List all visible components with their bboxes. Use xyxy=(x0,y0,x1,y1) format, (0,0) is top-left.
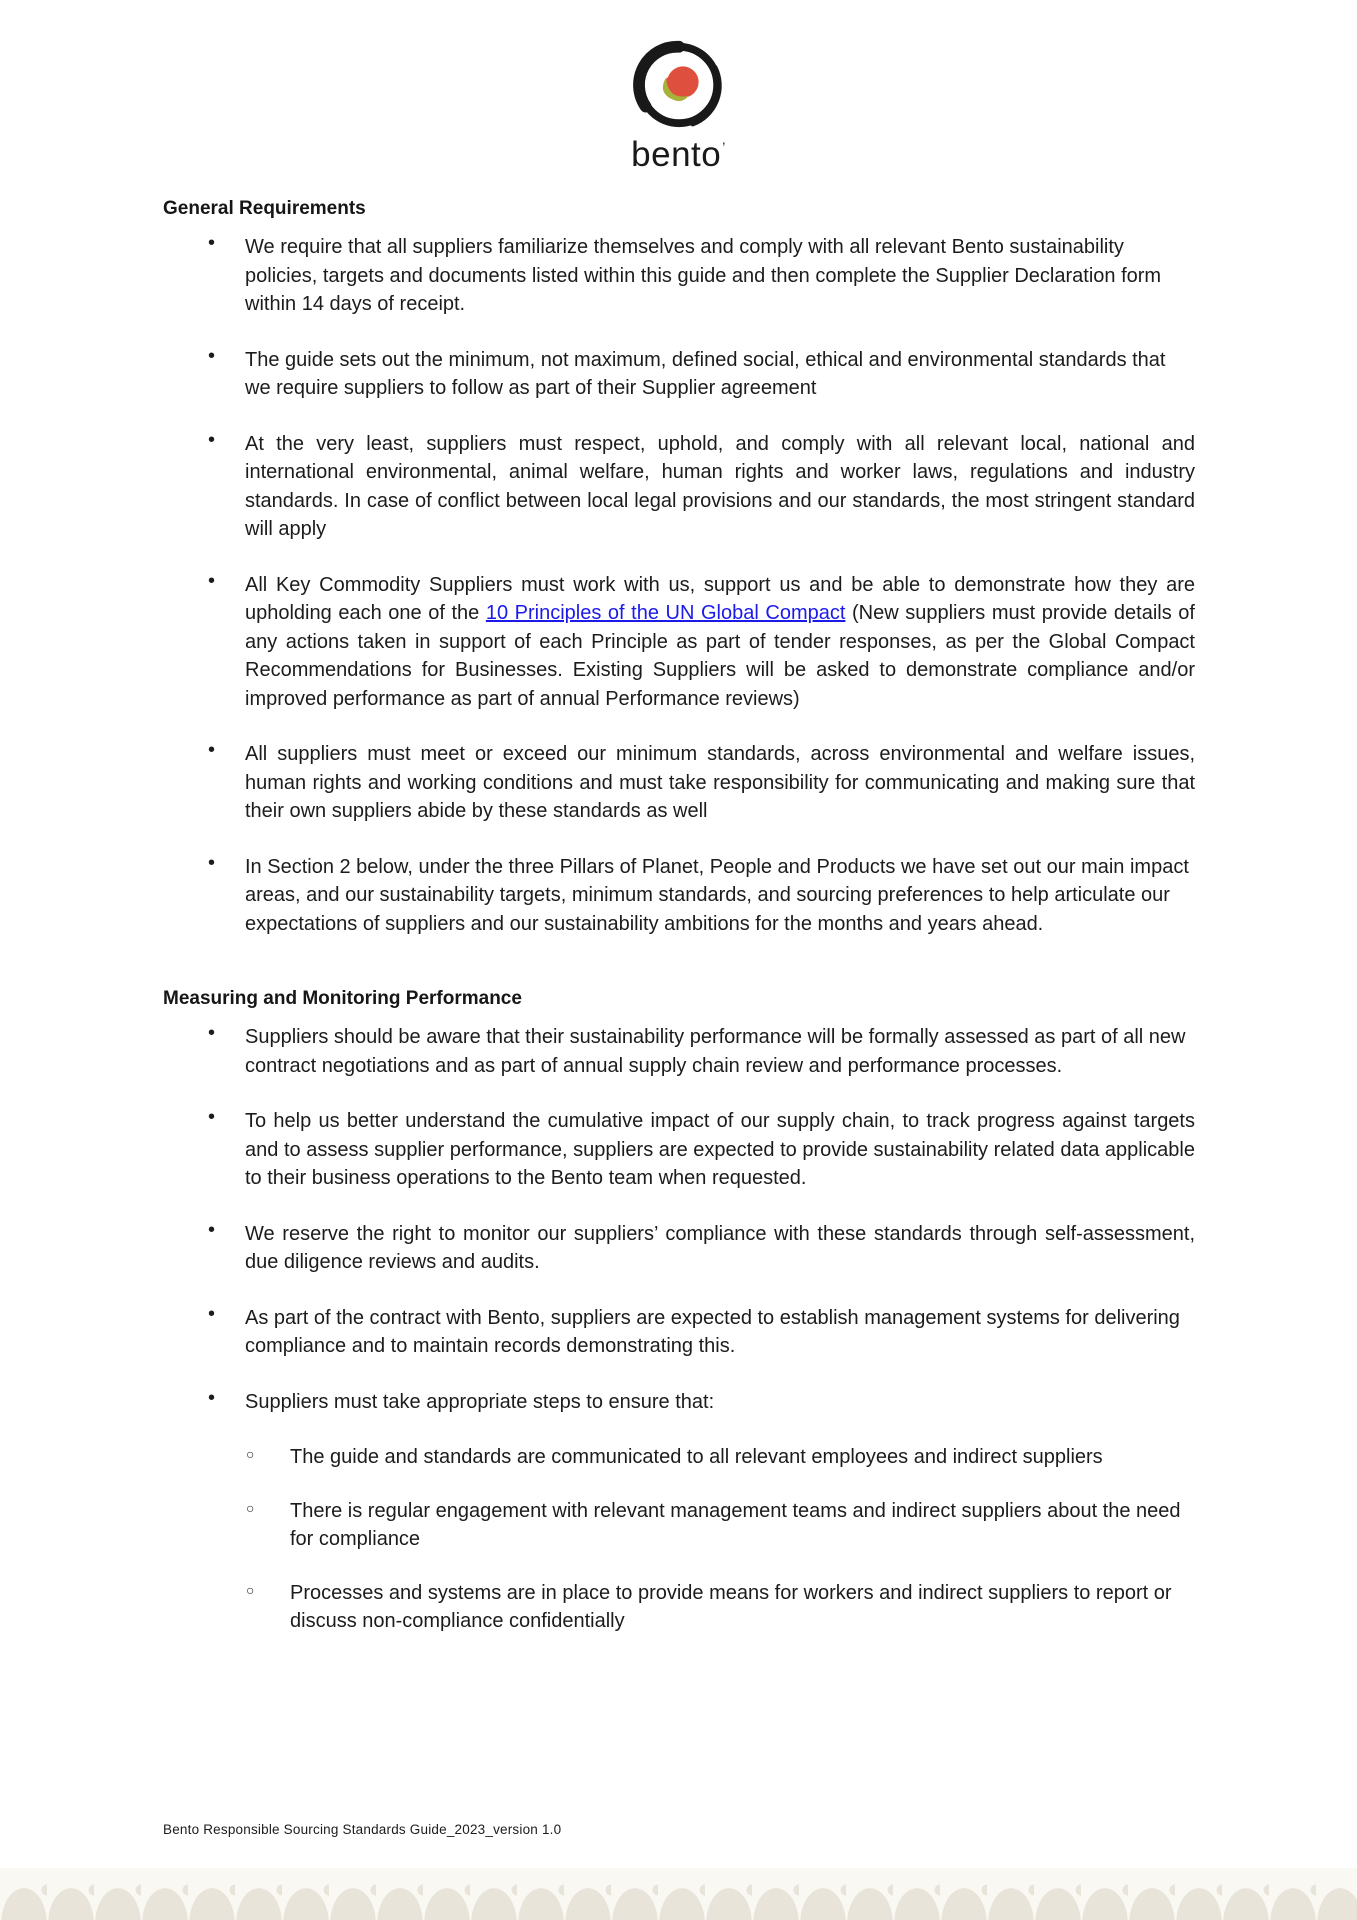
bullet-item xyxy=(163,571,1195,714)
bullet-item xyxy=(163,1220,1195,1277)
bullet-text-segment: All Key Commodity Suppliers must work with us, support us and be able to demonstrate how they are upholding each one of the xyxy=(245,573,1195,624)
bullet-item xyxy=(163,853,1195,939)
brand-wordmark xyxy=(0,130,1357,172)
bullet-item xyxy=(163,1023,1195,1080)
bullet-item xyxy=(163,740,1195,826)
bento-logo-icon xyxy=(630,36,728,134)
trademark-tick: ’ xyxy=(722,139,726,155)
bullet-text xyxy=(245,571,1195,714)
bullet-item xyxy=(163,1304,1195,1361)
bullet-marker: • xyxy=(208,232,216,254)
bullet-marker: • xyxy=(208,1022,216,1044)
sub-bullet-text: There is regular engagement with relevant management teams and indirect suppliers about the need for compliance xyxy=(290,1499,1181,1550)
bullet-marker: • xyxy=(208,851,216,874)
sub-bullet-text: The guide and standards are communicated to all relevant employees and indirect suppliers xyxy=(290,1446,1103,1468)
bullet-text: We reserve the right to monitor our suppliers’ compliance with these standards through self-assessment, due diligence reviews and audits. xyxy=(245,1222,1195,1273)
brand-name: bento xyxy=(631,135,722,174)
sub-bullet-marker: ○ xyxy=(246,1581,255,1598)
un-global-compact-link[interactable]: 10 Principles of the UN Global Compact xyxy=(485,602,846,624)
bullet-marker: • xyxy=(208,1386,216,1409)
bullet-text: Suppliers should be aware that their sustainability performance will be formally assessed as part of all new contract negotiations and as part of annual supply chain review and performance processes. xyxy=(245,1026,1186,1077)
measuring-monitoring-heading: Measuring and Monitoring Performance xyxy=(163,988,522,1009)
bullet-marker: • xyxy=(208,1218,216,1241)
bullet-item xyxy=(163,233,1195,319)
section-measuring-monitoring xyxy=(163,988,1195,1636)
bullet-marker: • xyxy=(208,569,216,592)
bullet-marker: • xyxy=(208,1302,216,1325)
bullet-text: As part of the contract with Bento, suppliers are expected to establish management systems for delivering compliance and to maintain records demonstrating this. xyxy=(245,1306,1180,1357)
bullet-text: At the very least, suppliers must respect, uphold, and comply with all relevant local, national and international environmental, animal welfare, human rights and worker laws, regulations and industry standards. In case of conflict between local legal provisions and our standards, the most stringent standard will apply xyxy=(245,432,1195,540)
bullet-marker: • xyxy=(208,344,216,367)
bullet-marker: • xyxy=(208,739,216,761)
bullet-text: We require that all suppliers familiarize themselves and comply with all relevant Bento sustainability policies, targets and documents listed within this guide and then complete the Supplier Declaration form within 14 days of receipt. xyxy=(245,236,1162,315)
bullet-item xyxy=(163,1107,1195,1193)
bullet-text: The guide sets out the minimum, not maximum, defined social, ethical and environmental standards that we require suppliers to follow as part of their Supplier agreement xyxy=(245,348,1166,399)
document-footer: Bento Responsible Sourcing Standards Guide_2023_version 1.0 xyxy=(163,1822,562,1837)
bullet-text-segment: (New suppliers must provide details of any actions taken in support of each Principle as part of tender responses, as per the Global Compact Recommendations for Businesses. Existing Suppliers will be asked to demonstrate compliance and/or improved performance as part of annual Performance reviews) xyxy=(245,602,1195,710)
bullet-text: Suppliers must take appropriate steps to ensure that: xyxy=(245,1390,715,1413)
bullet-item xyxy=(163,346,1195,403)
brand-logo xyxy=(0,0,1357,172)
bullet-item xyxy=(163,430,1195,544)
sub-bullet-item xyxy=(163,1579,1195,1636)
bullet-text: In Section 2 below, under the three Pillars of Planet, People and Products we have set out our main impact areas, and our sustainability targets, minimum standards, and sourcing preferences to help articulate our expectations of suppliers and our sustainability ambitions for the months and years ahead. xyxy=(245,855,1189,935)
bullet-marker: • xyxy=(208,428,216,451)
sub-bullet-marker: ○ xyxy=(246,1499,255,1516)
sub-bullet-item xyxy=(163,1443,1195,1472)
bullet-marker: • xyxy=(208,1106,216,1128)
bullet-text: All suppliers must meet or exceed our minimum standards, across environmental and welfare issues, human rights and working conditions and must take responsibility for communicating and making sure that their own suppliers abide by these standards as well xyxy=(245,743,1195,822)
section-general-requirements xyxy=(163,198,1195,938)
sub-bullet-item xyxy=(163,1497,1195,1554)
sub-bullet-text: Processes and systems are in place to provide means for workers and indirect suppliers to report or discuss non-compliance confidentially xyxy=(290,1581,1172,1632)
sub-bullet-marker: ○ xyxy=(246,1446,255,1462)
general-requirements-heading: General Requirements xyxy=(163,198,366,219)
bullet-text: To help us better understand the cumulative impact of our supply chain, to track progress against targets and to assess supplier performance, suppliers are expected to provide sustainability related data applicable to their business operations to the Bento team when requested. xyxy=(245,1110,1195,1189)
document-body xyxy=(0,198,1357,1636)
decorative-scallop-border xyxy=(0,1868,1357,1920)
bullet-item xyxy=(163,1388,1195,1417)
